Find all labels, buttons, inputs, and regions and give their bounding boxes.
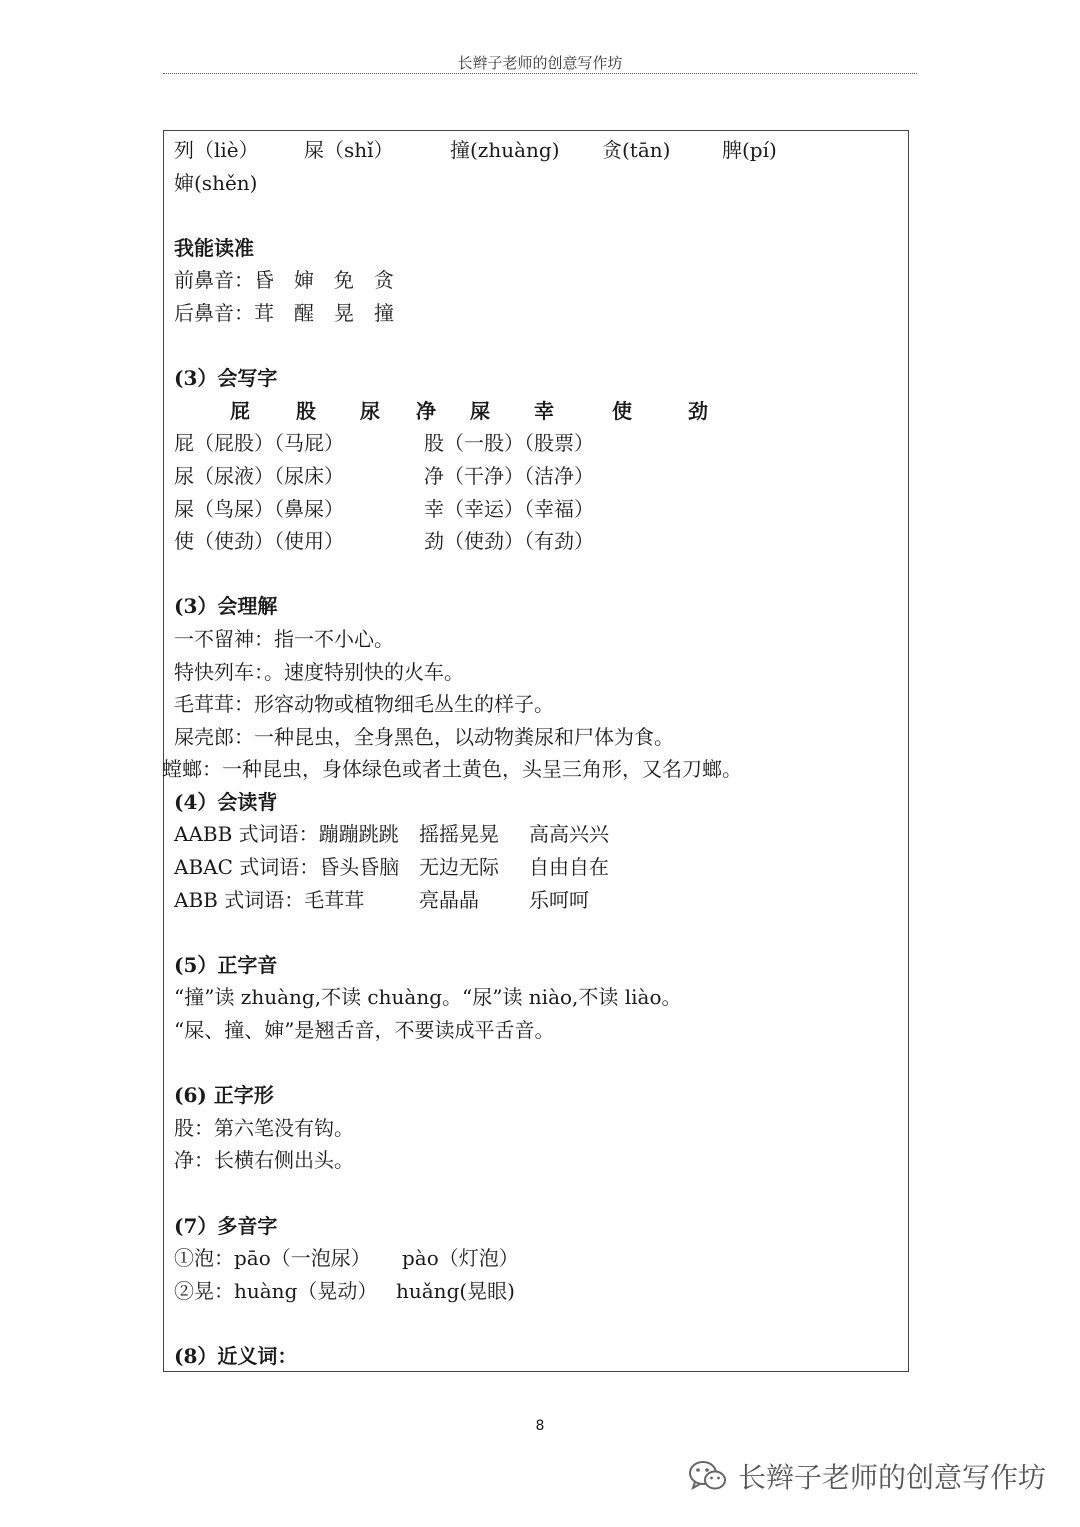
recite-word: 无边无际	[419, 855, 499, 880]
recite-word: 乐呵呵	[529, 887, 589, 912]
polyphone-reading: pào（灯泡）	[402, 1246, 519, 1271]
section-title-synonym: (8）近义词：	[174, 1343, 298, 1368]
content	[162, 134, 899, 1373]
section-title-sound: (5）正字音	[174, 952, 278, 977]
front-nasal-line: 前鼻音：昏 婶 免 贪	[174, 268, 394, 293]
write-word-pair: 使（使劲）（使用）	[174, 529, 344, 554]
definition-line: 一不留神：指一不小心。	[174, 626, 394, 651]
write-char: 股	[296, 398, 316, 423]
recite-word: ABAC 式词语：昏头昏脑	[174, 855, 400, 880]
sound-line: “撞”读 zhuàng,不读 chuàng。“尿”读 niào,不读 liào。	[174, 985, 682, 1010]
pinyin-item: 脾(pí)	[722, 138, 777, 162]
pinyin-item: 列（liè）	[174, 138, 259, 162]
write-row	[174, 427, 899, 460]
write-word-pair: 屎（鸟屎）（鼻屎）	[174, 496, 344, 521]
polyphone-line	[174, 1242, 899, 1275]
section-title-write: (3）会写字	[174, 366, 278, 391]
write-row	[174, 460, 899, 493]
section-title-understand: (3）会理解	[174, 594, 278, 619]
section-title-recite: (4）会读背	[174, 789, 278, 814]
back-nasal-line: 后鼻音：茸 醒 晃 撞	[174, 300, 394, 325]
write-char: 劲	[688, 398, 708, 423]
recite-row	[174, 818, 899, 851]
write-row	[174, 525, 899, 558]
write-chars-row	[174, 395, 899, 428]
section-title-shape: (6) 正字形	[174, 1083, 274, 1108]
recite-word: 高高兴兴	[529, 822, 609, 847]
recite-word: 亮晶晶	[419, 887, 479, 912]
write-word-pair: 尿（尿液）（尿床）	[174, 463, 344, 488]
write-word-pair: 屁（屁股）（马屁）	[174, 431, 344, 456]
definition-line: 特快列车：。速度特别快的火车。	[174, 659, 464, 684]
recite-word: 自由自在	[529, 855, 609, 880]
definition-line: 螳螂：一种昆虫，身体绿色或者土黄色，头呈三角形，又名刀螂。	[162, 757, 742, 782]
recite-row	[174, 884, 899, 917]
watermark-text: 长辫子老师的创意写作坊	[737, 1461, 1046, 1494]
definition-line: 屎壳郎：一种昆虫，全身黑色，以动物粪尿和尸体为食。	[174, 724, 674, 749]
pinyin-row-1	[174, 134, 899, 167]
pinyin-row-2: 婶(shěn)	[174, 170, 258, 195]
header-divider	[163, 73, 917, 74]
write-word-pair: 幸（幸运）（幸福）	[424, 496, 594, 521]
section-title-polyphone: (7）多音字	[174, 1213, 278, 1238]
watermark	[688, 1456, 1046, 1496]
definition-line: 毛茸茸：形容动物或植物细毛丛生的样子。	[174, 692, 554, 717]
polyphone-reading: huǎng(晃眼)	[396, 1278, 515, 1303]
sound-line: “屎、撞、婶”是翘舌音，不要读成平舌音。	[174, 1018, 555, 1043]
page-number: 8	[535, 1418, 545, 1434]
recite-word: ABB 式词语：毛茸茸	[174, 887, 365, 912]
polyphone-line	[174, 1275, 899, 1308]
page-header-title: 长辫子老师的创意写作坊	[457, 54, 623, 72]
write-char: 幸	[534, 398, 554, 423]
write-word-pair: 劲（使劲）（有劲）	[424, 529, 594, 554]
write-char: 净	[416, 398, 436, 423]
write-char: 尿	[360, 398, 380, 423]
pinyin-item: 撞(zhuàng)	[450, 138, 560, 162]
pinyin-item: 贪(tān)	[602, 138, 671, 162]
shape-line: 净：长横右侧出头。	[174, 1148, 354, 1173]
polyphone-reading: ①泡：pāo（一泡尿）	[174, 1246, 371, 1271]
write-row	[174, 493, 899, 526]
polyphone-reading: ②晃：huàng（晃动）	[174, 1278, 378, 1303]
write-char: 使	[612, 398, 632, 423]
write-word-pair: 净（干净）（洁净）	[424, 463, 594, 488]
write-word-pair: 股（一股）（股票）	[424, 431, 594, 456]
recite-word: AABB 式词语：蹦蹦跳跳	[174, 822, 399, 847]
write-char: 屎	[470, 398, 490, 423]
pinyin-item: 屎（shǐ）	[304, 138, 394, 162]
write-char: 屁	[230, 398, 250, 423]
recite-word: 摇摇晃晃	[419, 822, 499, 847]
section-title-read: 我能读准	[174, 235, 254, 260]
recite-row	[174, 851, 899, 884]
shape-line: 股：第六笔没有钩。	[174, 1115, 354, 1140]
wechat-icon	[688, 1459, 728, 1493]
